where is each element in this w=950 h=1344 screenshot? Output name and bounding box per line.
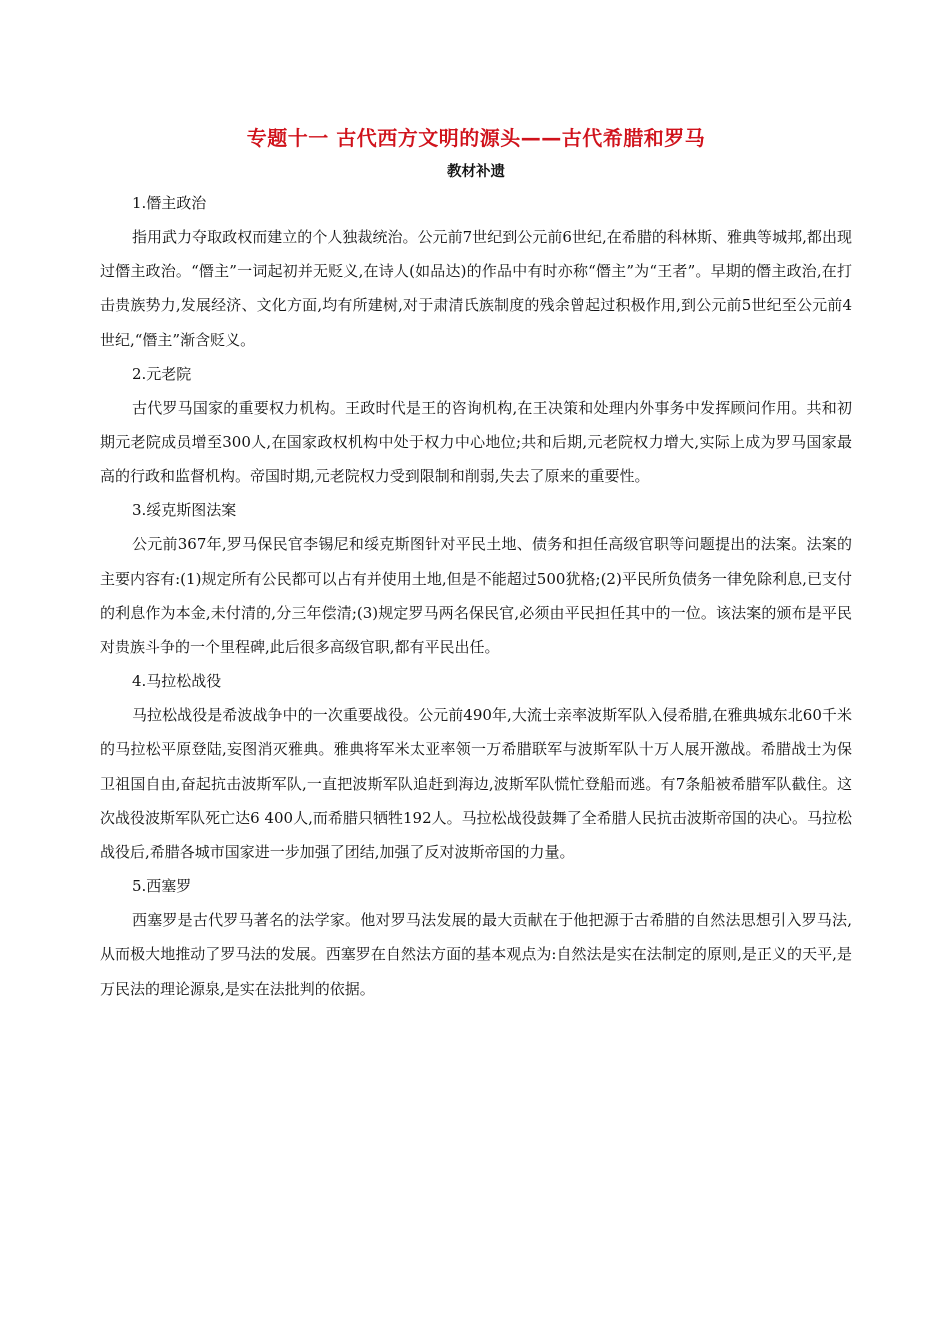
section-heading: 3.绥克斯图法案 — [132, 501, 237, 520]
section-tyranny — [100, 186, 852, 357]
section-body: 指用武力夺取政权而建立的个人独裁统治。公元前7世纪到公元前6世纪,在希腊的科林斯、雅典等城邦,都出现过僭主政治。“僭主”一词起初并无贬义,在诗人(如品达)的作品中有时亦称“僭主”为“王者”。早期的僭主政治,在打击贵族势力,发展经济、文化方面,均有所建树,对于肃清氏族制度的残余曾起过积极作用,到公元前5世纪至公元前4世纪,“僭主”渐含贬义。 — [100, 228, 852, 349]
section-heading: 4.马拉松战役 — [132, 672, 222, 691]
section-cicero — [100, 869, 852, 1006]
section-sextian-laws — [100, 493, 852, 664]
document-page — [100, 120, 852, 1006]
section-heading: 1.僭主政治 — [132, 194, 207, 212]
section-body: 公元前367年,罗马保民官李锡尼和绥克斯图针对平民土地、债务和担任高级官职等问题提出的法案。法案的主要内容有:(1)规定所有公民都可以占有并使用土地,但是不能超过500犹格;(2)平民所负债务一律免除利息,已支付的利息作为本金,未付清的,分三年偿清;(3)规定罗马两名保民官,必须由平民担任其中的一位。该法案的颁布是平民对贵族斗争的一个里程碑,此后很多高级官职,都有平民出任。 — [100, 535, 852, 657]
section-heading: 2.元老院 — [132, 364, 192, 383]
section-body: 古代罗马国家的重要权力机构。王政时代是王的咨询机构,在王决策和处理内外事务中发挥顾问作用。共和初期元老院成员增至300人,在国家政权机构中处于权力中心地位;共和后期,元老院权力增大,实际上成为罗马国家最高的行政和监督机构。帝国时期,元老院权力受到限制和削弱,失去了原来的重要性。 — [100, 398, 852, 486]
section-senate — [100, 357, 852, 494]
section-heading: 5.西塞罗 — [132, 877, 192, 896]
section-body: 马拉松战役是希波战争中的一次重要战役。公元前490年,大流士亲率波斯军队入侵希腊,在雅典城东北60千米的马拉松平原登陆,妄图消灭雅典。雅典将军米太亚率领一万希腊联军与波斯军队十万人展开激战。希腊战士为保卫祖国自由,奋起抗击波斯军队,一直把波斯军队追赶到海边,波斯军队慌忙登船而逃。有7条船被希腊军队截住。这次战役波斯军队死亡达6 400人,而希腊只牺牲192人。马拉松战役鼓舞了全希腊人民抗击波斯帝国的决心。马拉松战役后,希腊各城市国家进一步加强了团结,加强了反对波斯帝国的力量。 — [100, 706, 852, 862]
document-subtitle: 教材补遗 — [447, 164, 505, 180]
section-marathon — [100, 664, 852, 869]
section-body: 西塞罗是古代罗马著名的法学家。他对罗马法发展的最大贡献在于他把源于古希腊的自然法思想引入罗马法,从而极大地推动了罗马法的发展。西塞罗在自然法方面的基本观点为:自然法是实在法制定的原则,是正义的天平,是万民法的理论源泉,是实在法批判的依据。 — [100, 911, 852, 998]
document-title: 专题十一 古代西方文明的源头——古代希腊和罗马 — [246, 126, 706, 150]
